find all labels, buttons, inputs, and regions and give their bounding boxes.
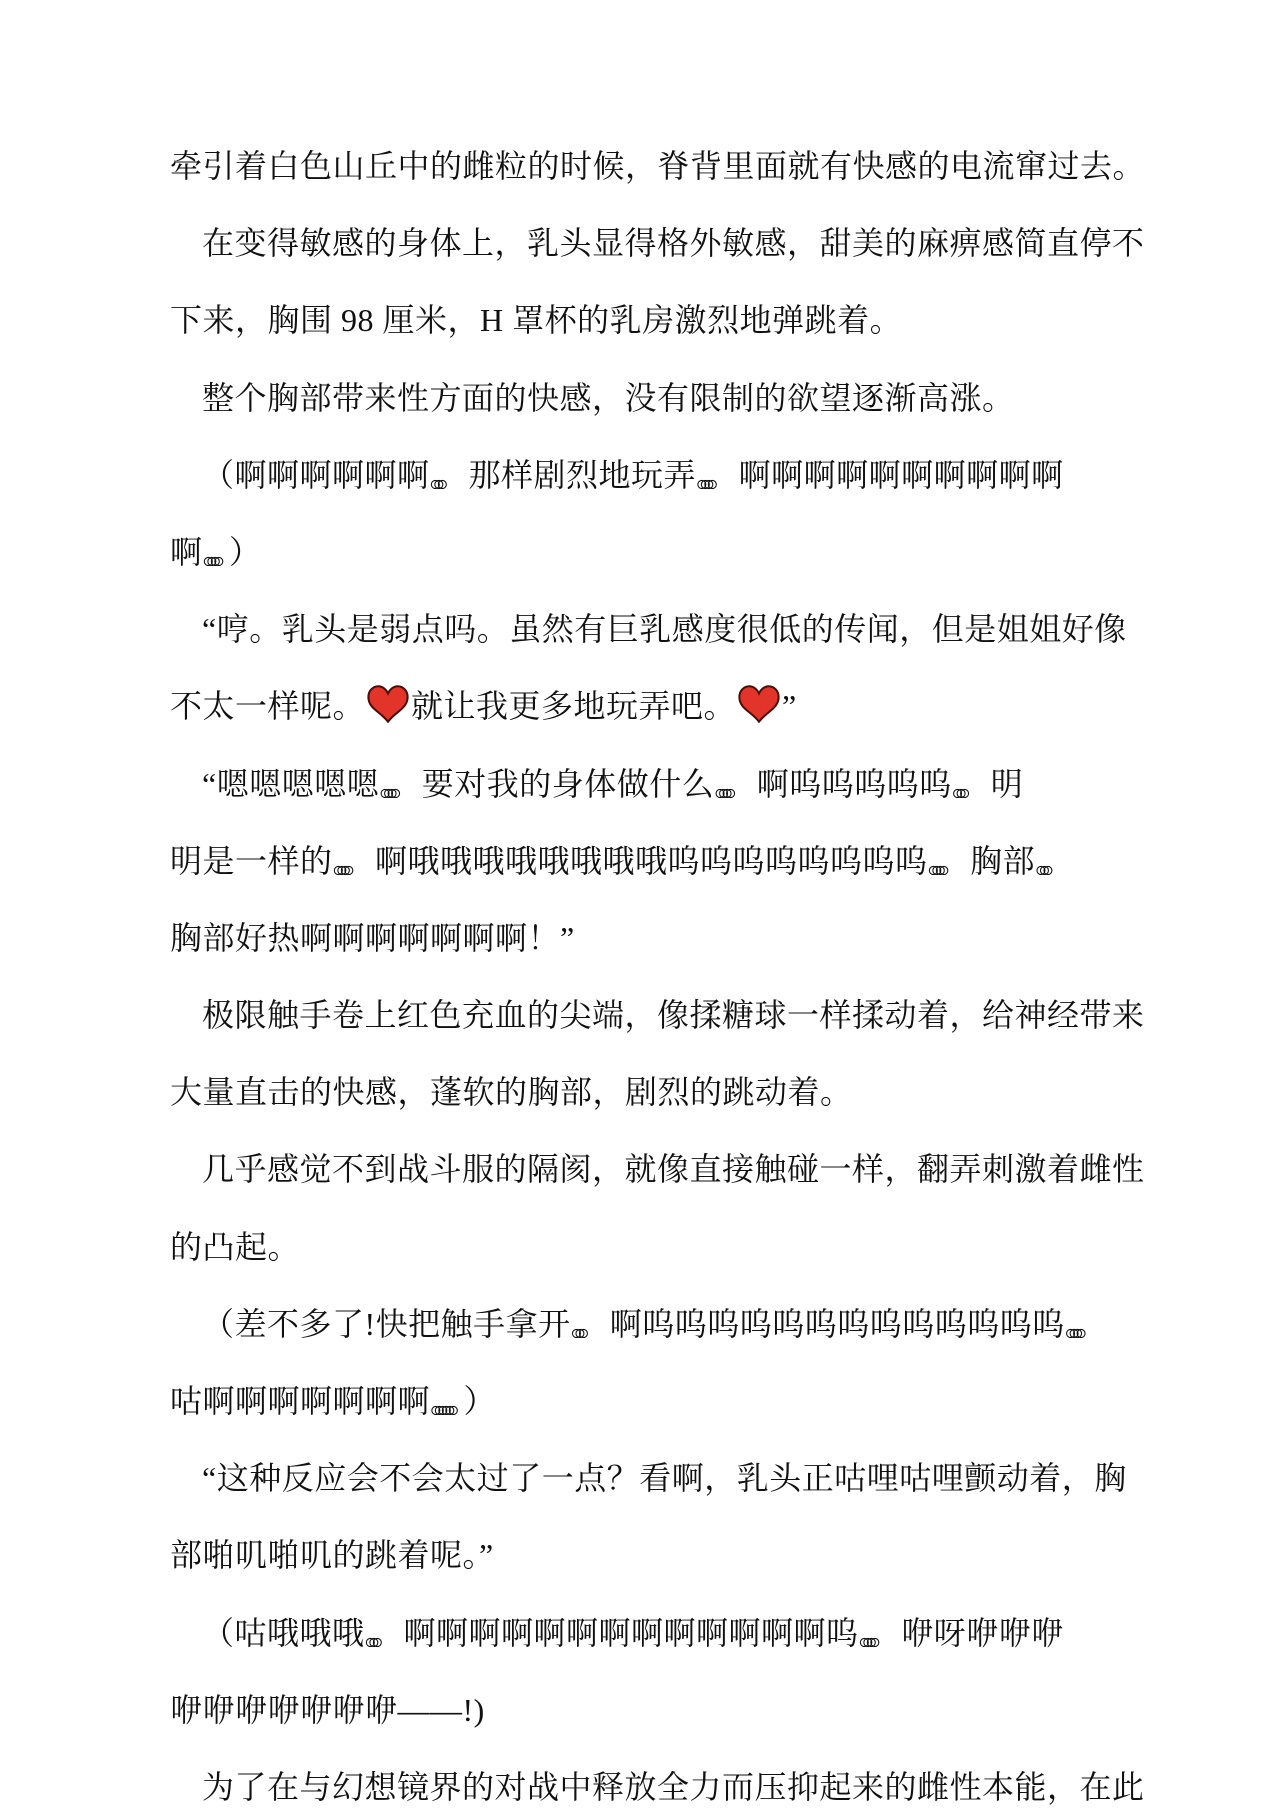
text-run: 在变得敏感的身体上，乳头显得格外敏感，甜美的麻痹感简直停不: [202, 225, 1145, 262]
text-line: [170, 668, 1114, 745]
text-run: “哼。乳头是弱点吗。虽然有巨乳感度很低的传闻，但是姐姐好像: [202, 611, 1127, 648]
text-line: [170, 1517, 1114, 1594]
text-run: 不太一样呢。: [170, 688, 366, 725]
text-line: [170, 1595, 1114, 1672]
text-run: 整个胸部带来性方面的快感，没有限制的欲望逐渐高涨。: [202, 379, 1015, 416]
text-line: [170, 1131, 1145, 1208]
text-run: 啊啊啊啊啊啊啊啊啊啊: [738, 456, 1064, 493]
text-run: 明是一样的: [170, 842, 333, 879]
ellipsis-dots: 。。。。: [858, 1614, 889, 1651]
heart-icon: [738, 685, 780, 723]
text-line: [170, 1209, 1114, 1286]
text-line: [170, 282, 1114, 359]
text-run: 部啪叽啪叽的跳着呢。”: [170, 1537, 494, 1574]
text-run: （咕哦哦哦: [202, 1614, 365, 1651]
ellipsis-dots: 。。。。: [696, 456, 727, 493]
text-run: 牵引着白色山丘中的雌粒的时候，脊背里面就有快感的电流窜过去。: [170, 148, 1146, 184]
text-run: “嗯嗯嗯嗯嗯: [202, 765, 380, 802]
text-line: [170, 128, 1146, 205]
text-run: 咿呀咿咿咿: [901, 1614, 1064, 1651]
ellipsis-dots: 。。。: [1035, 842, 1062, 879]
ellipsis-dots: 。。。。: [714, 765, 745, 802]
text-run: ）: [229, 533, 262, 570]
text-run: ”: [782, 688, 797, 725]
text-run: 啊啊啊啊啊啊啊啊啊啊啊啊啊呜: [403, 1614, 859, 1651]
text-run: 大量直击的快感，蓬软的胸部，剧烈的跳动着。: [170, 1074, 853, 1111]
text-run: 啊哦哦哦哦哦哦哦哦呜呜呜呜呜呜呜呜: [375, 842, 928, 879]
heart-icon: [367, 685, 409, 723]
text-run: 为了在与幻想镜界的对战中释放全力而压抑起来的雌性本能，在此: [202, 1768, 1145, 1805]
ellipsis-dots: 。。。。: [332, 842, 363, 879]
text-run: 极限触手卷上红色充血的尖端，像揉糖球一样揉动着，给神经带来: [202, 997, 1145, 1034]
text-line: [170, 514, 1114, 591]
text-run: 咕啊啊啊啊啊啊啊: [170, 1383, 431, 1419]
text-run: 胸部: [970, 842, 1036, 879]
text-run: 就让我更多地玩弄吧。: [411, 688, 737, 725]
text-line: [170, 1440, 1127, 1517]
text-run: 几乎感觉不到战斗服的隔阂，就像直接触碰一样，翻弄刺激着雌性: [202, 1151, 1145, 1188]
text-line: [170, 205, 1145, 282]
text-run: （啊啊啊啊啊啊: [202, 456, 430, 493]
ellipsis-dots: 。。。。: [379, 765, 410, 802]
text-run: 明: [990, 765, 1024, 802]
text-run: 要对我的身体做什么: [421, 765, 715, 802]
ellipsis-dots: 。。。。: [1064, 1305, 1095, 1342]
text-line: [170, 1363, 1114, 1440]
text-line: [170, 900, 1114, 977]
ellipsis-dots: 。。。: [570, 1305, 598, 1342]
ellipsis-dots: 。。。: [429, 456, 457, 493]
text-line: [170, 360, 1114, 437]
text-block: [170, 128, 1146, 1810]
text-run: 咿咿咿咿咿咿咿——!): [170, 1691, 485, 1728]
ellipsis-dots: 。。。: [364, 1614, 392, 1651]
ellipsis-dots: 。。。: [951, 765, 979, 802]
ellipsis-dots: 。。。。: [202, 533, 217, 570]
text-line: [170, 977, 1145, 1054]
text-run: ）: [463, 1383, 497, 1419]
text-line: [170, 823, 1114, 900]
text-run: （差不多了!快把触手拿开: [202, 1305, 571, 1342]
text-line: [170, 1286, 1114, 1363]
text-run: 的凸起。: [170, 1228, 301, 1265]
text-run: 那样剧烈地玩弄: [468, 456, 697, 493]
text-line: [170, 1054, 1114, 1131]
text-line: [170, 591, 1127, 668]
text-line: [170, 746, 1114, 823]
text-run: 下来，胸围 98 厘米，H 罩杯的乳房激烈地弹跳着。: [170, 302, 903, 339]
ellipsis-dots: 。。。。。。: [430, 1383, 452, 1419]
text-run: 啊呜呜呜呜呜呜呜呜呜呜呜呜呜: [609, 1305, 1065, 1342]
text-run: “这种反应会不会太过了一点？看啊，乳头正咕哩咕哩颤动着，胸: [202, 1460, 1127, 1497]
ellipsis-dots: 。。。。: [927, 842, 958, 879]
text-line: [170, 1672, 1114, 1749]
text-line: [170, 437, 1114, 514]
text-run: 胸部好热啊啊啊啊啊啊啊！”: [170, 919, 575, 956]
text-run: 啊: [170, 533, 203, 570]
text-run: 啊呜呜呜呜呜: [756, 765, 952, 802]
text-line: [170, 1749, 1145, 1810]
